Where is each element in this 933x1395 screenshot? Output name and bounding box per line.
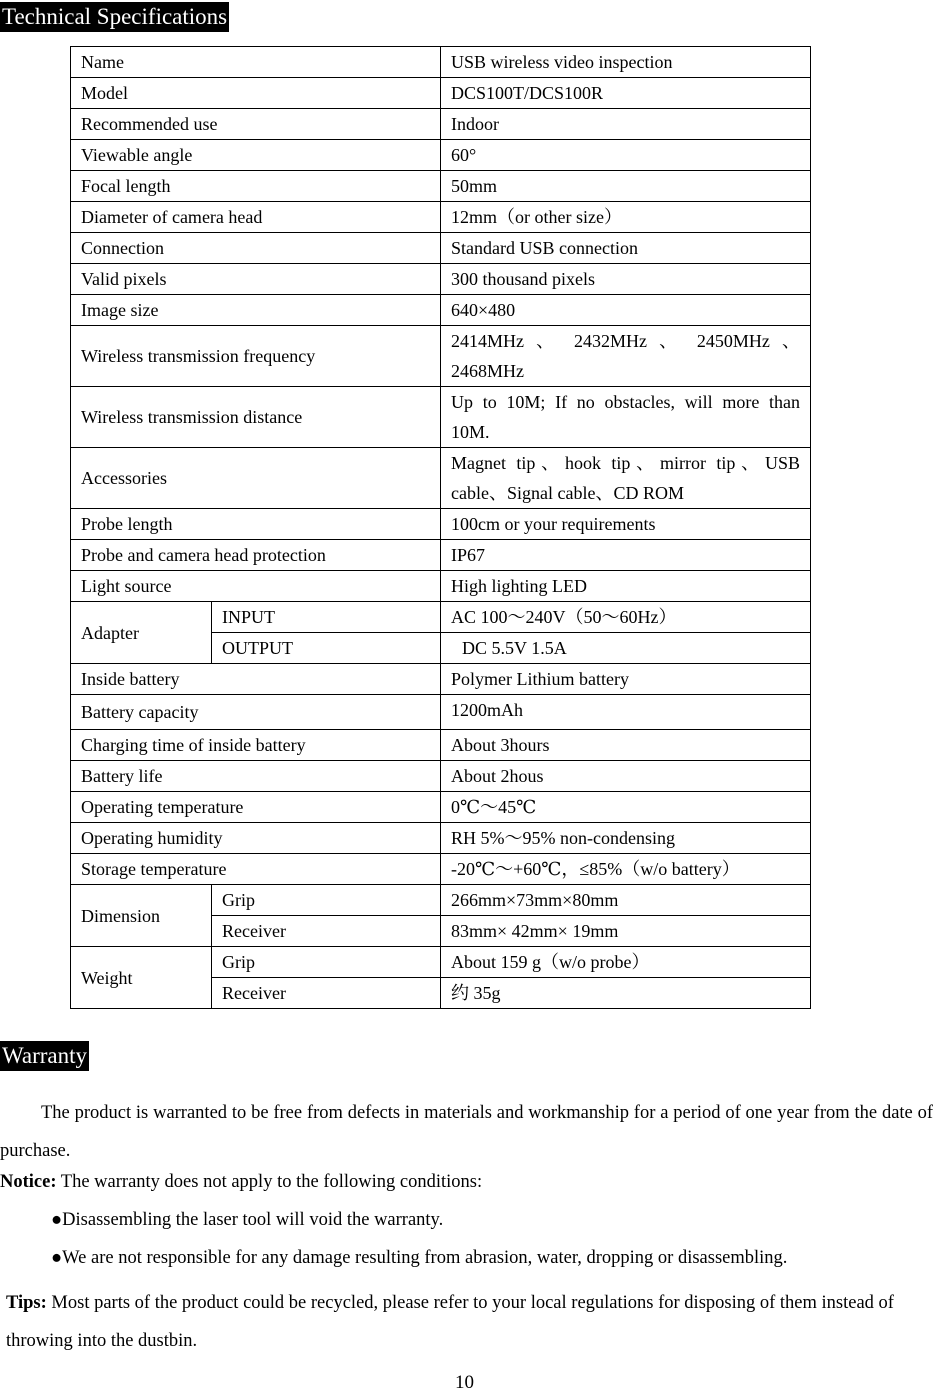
table-row [71, 47, 811, 78]
bullet-item: ●We are not responsible for any damage resulting from abrasion, water, dropping or disassembling. [51, 1248, 788, 1268]
spec-value: Up to 10M; If no obstacles, will more than 10M. [441, 387, 811, 448]
spec-value: High lighting LED [441, 571, 811, 602]
table-row [71, 448, 811, 509]
spec-value: Indoor [441, 109, 811, 140]
spec-label: Weight [71, 947, 212, 1009]
table-row [71, 885, 811, 916]
spec-value: RH 5%～95% non-condensing [441, 823, 811, 854]
spec-value: About 3hours [441, 730, 811, 761]
table-row [71, 109, 811, 140]
table-row [71, 695, 811, 730]
spec-value: About 159 g（w/o probe） [441, 947, 811, 978]
spec-value: 50mm [441, 171, 811, 202]
spec-sublabel: Receiver [212, 978, 441, 1009]
spec-label: Name [71, 47, 441, 78]
bullet-item: ●Disassembling the laser tool will void the warranty. [51, 1210, 444, 1230]
table-row [71, 664, 811, 695]
spec-sublabel: INPUT [212, 602, 441, 633]
spec-value: Magnet tip、hook tip、mirror tip、USB cable、Signal cable、CD ROM [441, 448, 811, 509]
spec-table [70, 46, 811, 1009]
table-row [71, 823, 811, 854]
spec-value: Standard USB connection [441, 233, 811, 264]
spec-label: Operating temperature [71, 792, 441, 823]
spec-label: Light source [71, 571, 441, 602]
warranty-paragraph: The product is warranted to be free from defects in materials and workmanship for a period of one year from the date of purchase. [0, 1103, 933, 1161]
table-row [71, 602, 811, 633]
table-row [71, 233, 811, 264]
notice-text: The warranty does not apply to the following conditions: [56, 1172, 483, 1192]
spec-value: -20℃～+60℃，≤85%（w/o battery） [441, 854, 811, 885]
table-row [71, 295, 811, 326]
spec-value: 2414MHz 、 2432MHz 、 2450MHz 、 2468MHz [441, 326, 811, 387]
table-row [71, 730, 811, 761]
spec-value: 0℃～45℃ [441, 792, 811, 823]
table-row [71, 540, 811, 571]
table-row [71, 202, 811, 233]
page-number: 10 [455, 1372, 474, 1393]
spec-sublabel: OUTPUT [212, 633, 441, 664]
spec-label: Connection [71, 233, 441, 264]
notice-line [0, 1170, 482, 1194]
spec-value: DCS100T/DCS100R [441, 78, 811, 109]
table-row [71, 264, 811, 295]
spec-label: Wireless transmission distance [71, 387, 441, 448]
spec-value: 12mm（or other size） [441, 202, 811, 233]
table-row [71, 387, 811, 448]
spec-value: 约 35g [441, 978, 811, 1009]
notice-label: Notice: [0, 1172, 57, 1192]
spec-value: 83mm× 42mm× 19mm [441, 916, 811, 947]
table-row [71, 947, 811, 978]
table-row [71, 326, 811, 387]
spec-label: Operating humidity [71, 823, 441, 854]
spec-value: 640×480 [441, 295, 811, 326]
spec-sublabel: Grip [212, 947, 441, 978]
tips-label: Tips: [6, 1293, 47, 1313]
spec-value: 100cm or your requirements [441, 509, 811, 540]
tips-paragraph [6, 1284, 926, 1360]
spec-value: About 2hous [441, 761, 811, 792]
spec-value: 300 thousand pixels [441, 264, 811, 295]
spec-label: Inside battery [71, 664, 441, 695]
spec-label: Storage temperature [71, 854, 441, 885]
spec-value: DC 5.5V 1.5A [441, 633, 811, 664]
spec-sublabel: Receiver [212, 916, 441, 947]
tips-text: Most parts of the product could be recycled, please refer to your local regulations for disposing of them instead of throwing into the dustbin. [6, 1293, 894, 1351]
spec-label: Probe and camera head protection [71, 540, 441, 571]
table-row [71, 509, 811, 540]
spec-label: Valid pixels [71, 264, 441, 295]
spec-value: AC 100～240V（50～60Hz） [441, 602, 811, 633]
table-row [71, 854, 811, 885]
spec-value: 1200mAh [441, 695, 811, 730]
warranty-heading: Warranty [0, 1041, 89, 1071]
table-row [71, 761, 811, 792]
table-row [71, 571, 811, 602]
spec-label: Viewable angle [71, 140, 441, 171]
spec-sublabel: Grip [212, 885, 441, 916]
spec-label: Model [71, 78, 441, 109]
spec-value: 60° [441, 140, 811, 171]
spec-value: IP67 [441, 540, 811, 571]
spec-label: Image size [71, 295, 441, 326]
spec-label: Adapter [71, 602, 212, 664]
spec-label: Diameter of camera head [71, 202, 441, 233]
table-row [71, 78, 811, 109]
spec-label: Accessories [71, 448, 441, 509]
spec-label: Recommended use [71, 109, 441, 140]
spec-value: Polymer Lithium battery [441, 664, 811, 695]
spec-label: Battery capacity [71, 695, 441, 730]
spec-heading: Technical Specifications [0, 2, 229, 32]
table-row [71, 171, 811, 202]
spec-label: Probe length [71, 509, 441, 540]
table-row [71, 792, 811, 823]
spec-label: Dimension [71, 885, 212, 947]
table-row [71, 140, 811, 171]
spec-label: Focal length [71, 171, 441, 202]
spec-value: 266mm×73mm×80mm [441, 885, 811, 916]
spec-label: Charging time of inside battery [71, 730, 441, 761]
spec-label: Wireless transmission frequency [71, 326, 441, 387]
spec-value: USB wireless video inspection [441, 47, 811, 78]
spec-label: Battery life [71, 761, 441, 792]
